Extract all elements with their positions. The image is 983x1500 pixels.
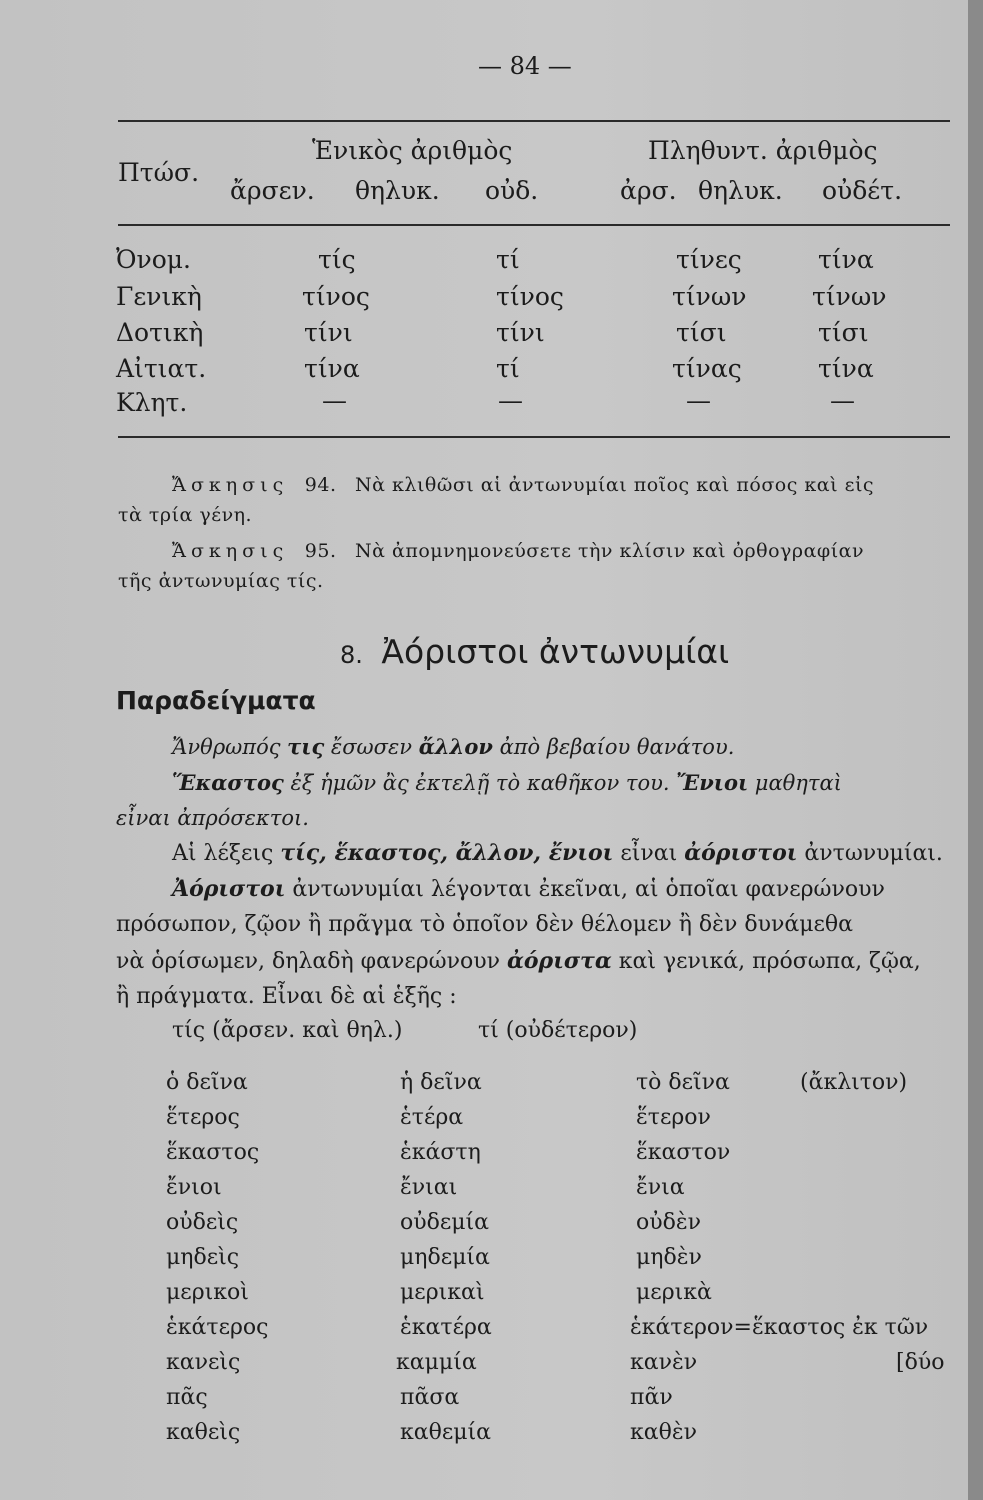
neut-form: κανὲν [630,1350,698,1375]
fem-form: ἔνιαι [400,1175,458,1200]
case-label: Ὀνομ. [116,245,191,274]
singular-header: Ἑνικὸς ἀριθμὸς [312,136,513,165]
masc-form: καθεὶς [166,1420,241,1445]
pl-n-form: τίνων [812,282,887,311]
fem-form: μερικαὶ [400,1280,485,1305]
paragraph-line-5: ἢ πράγματα. Εἶναι δὲ αἱ ἑξῆς : [116,984,457,1009]
masc-form: ὁ δεῖνα [166,1070,248,1095]
neut-form: ἑκάτερον=ἕκαστος ἐκ τῶν [630,1315,929,1340]
table-bottom-rule [118,436,950,438]
paragraph-text: νὰ ὁρίσωμεν, δηλαδὴ φανερώνουν [116,949,507,974]
example-line-1 [172,734,734,759]
example-keyword: Ἔνιοι [676,770,749,795]
exercise-number: 94. [304,474,337,496]
example-keyword: τις [287,734,325,759]
fem-form: ἡ δεῖνα [400,1070,482,1095]
sg-mf-form: τίνος [302,282,370,311]
pl-mf-form: τίνων [672,282,747,311]
pl-n-form: τίνα [818,245,874,274]
exercise-label: Ἄσκησις [172,540,289,562]
pl-n-form: τίνα [818,354,874,383]
sg-n-form: τίνι [496,318,545,347]
example-keyword: ἄλλον [418,734,493,759]
section-number: 8. [340,641,363,669]
neut-form: ἕτερον [636,1105,711,1130]
page-edge [968,0,983,1500]
paragraph-line-2 [172,876,885,902]
paragraph-text: ἀντωνυμίαι. [797,841,943,866]
masc-form: ἑκάτερος [166,1315,269,1340]
pl-mf-form: τίσι [676,318,727,347]
paragraph-line-1 [172,840,943,866]
neut-form: ἕκαστον [636,1140,731,1165]
subheader-pl-neut: οὐδέτ. [822,176,903,205]
sg-mf-form: τίνι [304,318,353,347]
case-header: Πτώσ. [118,158,200,187]
subheader-sg-fem: θηλυκ. [355,176,440,205]
paragraph-text: Αἱ λέξεις [172,841,281,866]
example-line-2 [172,770,842,795]
fem-form: ἑτέρα [400,1105,464,1130]
masc-form: οὐδεὶς [166,1210,239,1235]
neut-form: οὐδὲν [636,1210,702,1235]
subheader-pl-masc: ἀρσ. [620,176,677,205]
paragraph-text: καὶ γενικά, πρόσωπα, ζῷα, [611,949,921,974]
subheader-pl-fem: θηλυκ. [698,176,783,205]
exercise-text: Νὰ ἀπομνημονεύσετε τὴν κλίσιν καὶ ὀρθογραφίαν [355,540,865,562]
pl-mf-form: τίνες [676,245,742,274]
neut-form: πᾶν [630,1385,673,1410]
fem-form: ἑκάστη [400,1140,481,1165]
paragraph-text: ἀντωνυμίαι λέγονται ἐκεῖναι, αἱ ὁποῖαι φανερώνουν [285,877,885,902]
exercise-text: Νὰ κλιθῶσι αἱ ἀντωνυμίαι ποῖος καὶ πόσος καὶ εἰς [355,474,875,496]
pronoun-ti: τί (οὐδέτερον) [478,1018,638,1043]
neut-form: ἔνια [636,1175,685,1200]
subheader-sg-neut: οὐδ. [485,176,539,205]
exercise-94-cont: τὰ τρία γένη. [118,504,253,526]
neut-form: μερικὰ [636,1280,712,1305]
fem-form: ἑκατέρα [400,1315,492,1340]
sg-mf-form: — [322,386,347,415]
example-text: ἀπὸ βεβαίου θανάτου. [492,735,735,759]
fem-form: μηδεμία [400,1245,490,1270]
masc-form: ἔνιοι [166,1175,222,1200]
neut-form: μηδὲν [636,1245,702,1270]
paragraph-text: εἶναι [613,841,685,866]
neut-form: καθὲν [630,1420,698,1445]
sg-mf-form: τίνα [304,354,360,383]
masc-form: πᾶς [166,1385,208,1410]
example-text: ἔσωσεν [324,735,419,759]
sg-n-form: τί [496,354,520,383]
paragraph-keyword: τίς, ἕκαστος, ἄλλον, ἔνιοι [280,840,614,866]
exercise-number: 95. [304,540,337,562]
fem-form: οὐδεμία [400,1210,490,1235]
example-text: ἐξ ἡμῶν ἂς ἐκτελῇ τὸ καθῆκον του. [283,771,677,795]
sg-n-form: τί [496,245,520,274]
masc-form: ἕκαστος [166,1140,260,1165]
pl-n-form: τίσι [818,318,869,347]
example-text: Ἄνθρωπός [172,735,288,759]
paragraph-keyword: ἀόριστοι [684,840,798,866]
case-label: Κλητ. [116,388,188,417]
case-label: Γενικὴ [116,282,202,311]
exercise-95 [172,540,864,562]
page-number: — 84 — [478,52,572,80]
pl-mf-form: τίνας [672,354,742,383]
note: (ἄκλιτον) [800,1070,908,1095]
neut-form: τὸ δεῖνα [636,1070,730,1095]
example-text: μαθηταὶ [748,771,842,795]
fem-form: πᾶσα [400,1385,460,1410]
exercise-94 [172,474,874,496]
section-title [340,632,729,671]
sg-n-form: — [498,386,523,415]
masc-form: κανεὶς [166,1350,241,1375]
exercise-95-cont: τῆς ἀντωνυμίας τίς. [118,570,324,592]
paragraph-keyword: Ἀόριστοι [172,876,286,902]
masc-form: μερικοὶ [166,1280,249,1305]
paragraph-line-4 [116,948,921,974]
pl-n-form: — [830,386,855,415]
subheader-sg-masc: ἄρσεν. [230,176,315,205]
sg-n-form: τίνος [496,282,564,311]
table-top-rule [118,120,950,122]
table-header-rule [118,224,950,226]
example-keyword: Ἕκαστος [172,770,284,795]
fem-form: καμμία [396,1350,477,1375]
plural-header: Πληθυντ. ἀριθμὸς [648,136,878,165]
pronoun-tis: τίς (ἄρσεν. καὶ θηλ.) [172,1018,403,1043]
note: [δύο [896,1350,945,1375]
masc-form: ἕτερος [166,1105,240,1130]
pl-mf-form: — [686,386,711,415]
case-label: Δοτικὴ [116,318,204,347]
examples-heading: Παραδείγματα [116,686,316,715]
paragraph-keyword: ἀόριστα [506,948,612,974]
fem-form: καθεμία [400,1420,492,1445]
case-label: Αἰτιατ. [116,354,207,383]
paragraph-line-3: πρόσωπον, ζῷον ἢ πρᾶγμα τὸ ὁποῖον δὲν θέλομεν ἢ δὲν δυνάμεθα [116,912,853,937]
sg-mf-form: τίς [318,245,356,274]
example-line-3: εἶναι ἀπρόσεκτοι. [116,806,309,830]
section-heading: Ἀόριστοι ἀντωνυμίαι [381,632,730,671]
masc-form: μηδεὶς [166,1245,240,1270]
exercise-label: Ἄσκησις [172,474,289,496]
